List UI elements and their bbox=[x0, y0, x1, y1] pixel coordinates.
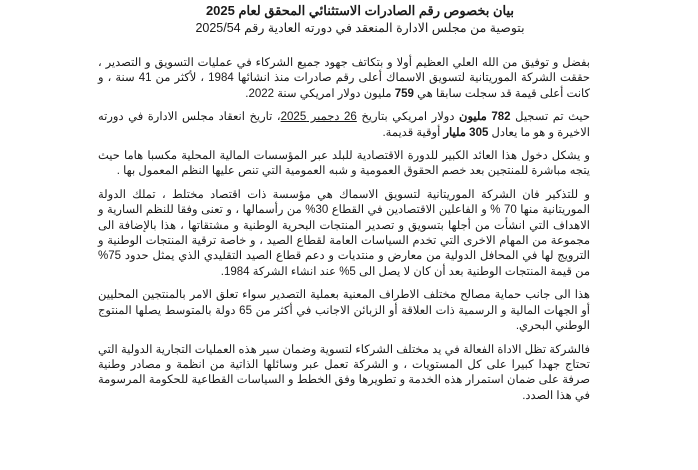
paragraph-company-reminder: و للتذكير فان الشركة الموريتانية لتسويق الاسماك هي مؤسسة ذات اقتصاد مختلط ، تملك الدولة الموريتانية منها 70 % و الفاعلين الاقتصادين في القطاع 30% من رأسمالها ، و تعنى وفقا للنظم السارية و الاهداف التي انشأت من أجلها بتسويق و تصدير المنتجات البحرية الوطنية و مشتقاتها ، هذا بالإضافة الى مجموعة من المهام الاخرى التي تخدم السياسات العامة لقطاع الصيد ، و خاصة ترقية المنتجات الوطنية و الترويج لها في المحافل الدولية من معارض و منتديات و دعم قطاع الصيد التقليدي الذي يمثل حدود 75% من قيمة المنتجات الوطنية بعد أن كان لا يصل الى 5% عند انشاء الشركة 1984. bbox=[98, 188, 590, 278]
underlined-date: 26 دجمبر 2025 bbox=[280, 111, 357, 124]
bold-value: 305 مليار bbox=[443, 126, 489, 139]
text-run: بفضل و توفيق من الله العلي العظيم أولا و بتكاتف جهود جميع الشركاء في عمليات التسويق و التصدير ، حققت الشركة الموريتانية لتسويق الاسماك أعلى رقم صادرات منذ انشائها 1984 ، لأكثر من 41 سنة ، و كانت أعلى قيمة قد سجلت سابقا هي bbox=[98, 57, 590, 100]
text-run: ، تاريخ انعقاد مجلس الادارة في دورته الاخيرة و هو ما يعادل bbox=[98, 111, 590, 139]
bold-value: 759 bbox=[394, 87, 414, 100]
document-subtitle: بتوصية من مجلس الادارة المنعقد في دورته العادية رقم 2025/54 bbox=[195, 21, 525, 35]
paragraph-recorded-value bbox=[98, 110, 590, 141]
text-run: أوقية قديمة. bbox=[382, 126, 444, 139]
text-run: دولار امريكي بتاريخ bbox=[356, 111, 459, 124]
paragraph-company-role: فالشركة تظل الاداة الفعالة في يد مختلف الشركاء لتسوية وضمان سير هذه العمليات التجارية الدولية التي تحتاج جهدا كبيرا على كل المستويات ، و الشركة تعمل عبر وسائلها الذاتية من انظمة و مصادر وطنية صرفة على ضمان استمرار هذه الخدمة و تطويرها وفق الخطط و السياسات القطاعية للحكومة المرسومة في هذا الصدد. bbox=[98, 343, 590, 402]
paragraph-record-exports bbox=[98, 56, 590, 102]
document-body bbox=[98, 56, 590, 412]
bold-value: 782 مليون bbox=[459, 111, 511, 124]
text-run: حيث تم تسجيل bbox=[510, 111, 590, 124]
document-title: بيان بخصوص رقم الصادرات الاستثنائي المحقق لعام 2025 bbox=[205, 3, 515, 18]
paragraph-economic-impact: و يشكل دخول هذا العائد الكبير للدورة الاقتصادية للبلد عبر المؤسسات المالية المحلية مكسبا هاما حيث يتجه مباشرة للمنتجين بعد خصم الحقوق العمومية و شبه العمومية التي تنص عليها النظم المعمول بها . bbox=[98, 150, 590, 178]
paragraph-stakeholders: هذا الى جانب حماية مصالح مختلف الاطراف المعنية بعملية التصدير سواء تعلق الامر بالمنتجين المحليين أو الجهات المالية و الرسمية ذات العلاقة أو الزبائن الاجانب في أكثر من 65 دولة بالمتوسط يصلها المنتوج الوطني البحري. bbox=[98, 289, 590, 333]
text-run: مليون دولار امريكي سنة 2022. bbox=[245, 87, 395, 100]
